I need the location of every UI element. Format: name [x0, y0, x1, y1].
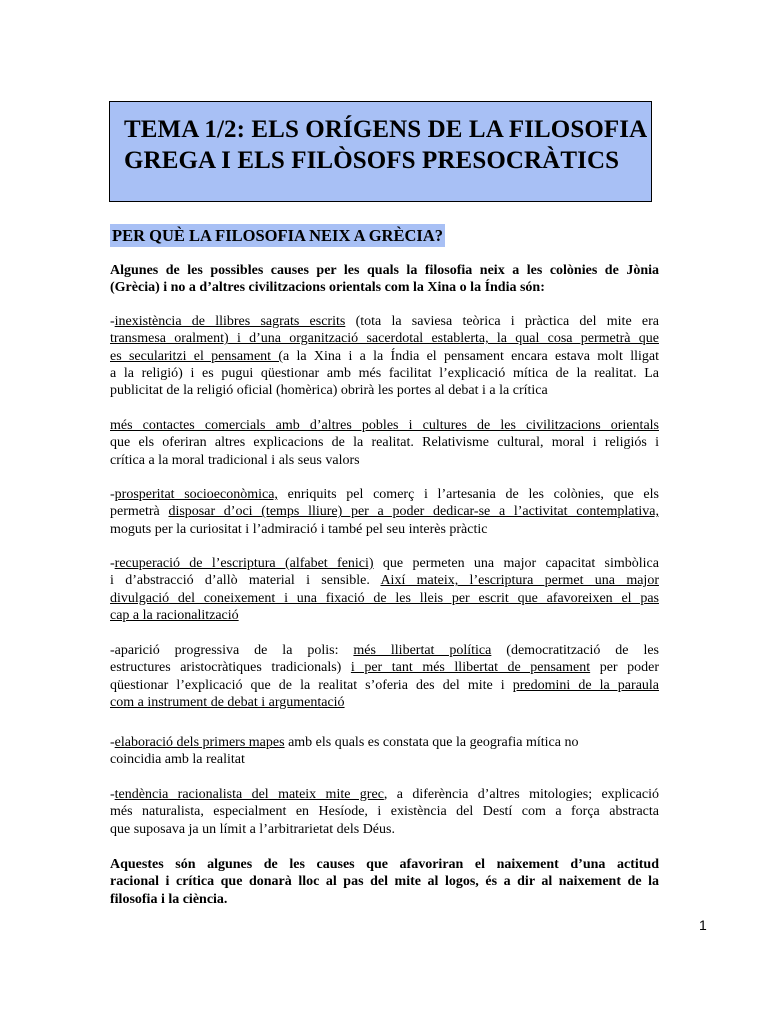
title-line-1: TEMA 1/2: ELS ORÍGENS DE LA FILOSOFIA: [124, 116, 648, 143]
conclusion-line-2: racional i crítica que donarà lloc al pas del mite al logos, és a dir al naixement de la: [110, 874, 659, 890]
cause-myth-line-1: -tendència racionalista del mateix mite grec, a diferència d’altres mitologies; explicació: [110, 787, 659, 802]
cause-polis-paragraph: [110, 642, 659, 711]
cause-contacts-line-3: crítica a la moral tradicional i als seus valors: [110, 452, 360, 468]
cause-prosperity-line-2: permetrà disposar d’oci (temps lliure) per a poder dedicar-se a l’activitat contemplativa,: [110, 504, 659, 520]
cause-polis-line-1: -aparició progressiva de la polis: més llibertat política (democratització de les: [110, 643, 659, 658]
cause-polis-line-2: estructures aristocràtiques tradicionals) i per tant més llibertat de pensament per poder: [110, 660, 659, 676]
intro-paragraph: [110, 262, 659, 297]
cause-myth-line-3: que suposava ja un límit a l’arbitrarietat dels Déus.: [110, 821, 395, 837]
cause-books-line-2: transmesa oralment) i d’una organització sacerdotal establerta, la qual cosa permetrà que: [110, 331, 659, 347]
cause-writing-line-1: -recuperació de l’escriptura (alfabet fenici) que permeten una major capacitat simbòlica: [110, 556, 659, 571]
intro-line-1: Algunes de les possibles causes per les quals la filosofia neix a les colònies de Jònia: [110, 263, 659, 278]
cause-books-line-1: -inexistència de llibres sagrats escrits (tota la saviesa teòrica i pràctica del mite era: [110, 314, 659, 329]
conclusion-paragraph: [110, 856, 659, 908]
intro-line-2: (Grècia) i no a d’altres civilitzacions orientals com la Xina o la Índia són:: [110, 280, 545, 296]
cause-prosperity-line-3: moguts per la curiositat i l’admiració i també pel seu interès pràctic: [110, 521, 488, 537]
cause-books-line-3: es secularitzi el pensament (a la Xina i a la Índia el pensament encara estava molt lligat: [110, 348, 659, 364]
title-line-2: GREGA I ELS FILÒSOFS PRESOCRÀTICS: [124, 147, 620, 174]
cause-maps-paragraph: [110, 734, 659, 769]
cause-maps-line-2: coincidia amb la realitat: [110, 752, 245, 768]
cause-polis-line-4: com a instrument de debat i argumentació: [110, 694, 345, 710]
cause-maps-line-1: -elaboració dels primers mapes amb els quals es constata que la geografia mítica no: [110, 735, 579, 750]
cause-books-line-4: a la religió) i es pugui qüestionar amb més facilitat l’explicació mítica de la realitat. La: [110, 365, 659, 381]
cause-writing-line-2: i d’abstracció d’allò material i sensible. Així mateix, l’escriptura permet una major: [110, 573, 659, 589]
cause-contacts-paragraph: [110, 417, 659, 469]
cause-contacts-line-2: que els oferiran altres explicacions de la realitat. Relativisme cultural, moral i religiós i: [110, 435, 659, 451]
cause-prosperity-line-1: -prosperitat socioeconòmica, enriquits pel comerç i l’artesania de les colònies, que els: [110, 487, 659, 502]
conclusion-line-1: Aquestes són algunes de les causes que afavoriran el naixement d’una actitud: [110, 857, 659, 872]
cause-writing-line-4: cap a la racionalització: [110, 607, 239, 623]
cause-contacts-line-1: més contactes comercials amb d’altres pobles i cultures de les civilitzacions orientals: [110, 418, 659, 433]
cause-books-line-5: publicitat de la religió oficial (homèrica) obrirà les portes al debat i a la crítica: [110, 383, 548, 399]
title-box: [109, 101, 652, 202]
conclusion-line-3: filosofia i la ciència.: [110, 891, 228, 907]
cause-writing-line-3: divulgació del coneixement i una fixació de les lleis per escrit que afavoreixen el pas: [110, 590, 659, 606]
cause-prosperity-paragraph: [110, 486, 659, 538]
page-number: 1: [699, 917, 707, 933]
cause-myth-paragraph: [110, 786, 659, 838]
cause-myth-line-2: més naturalista, especialment en Hesíode, i existència del Destí com a força abstracta: [110, 804, 659, 820]
cause-writing-paragraph: [110, 555, 659, 624]
cause-books-paragraph: [110, 313, 659, 399]
cause-polis-line-3: qüestionar l’explicació que de la realitat s’oferia des del mite i predomini de la paraula: [110, 677, 660, 693]
section-heading: PER QUÈ LA FILOSOFIA NEIX A GRÈCIA?: [112, 226, 443, 245]
